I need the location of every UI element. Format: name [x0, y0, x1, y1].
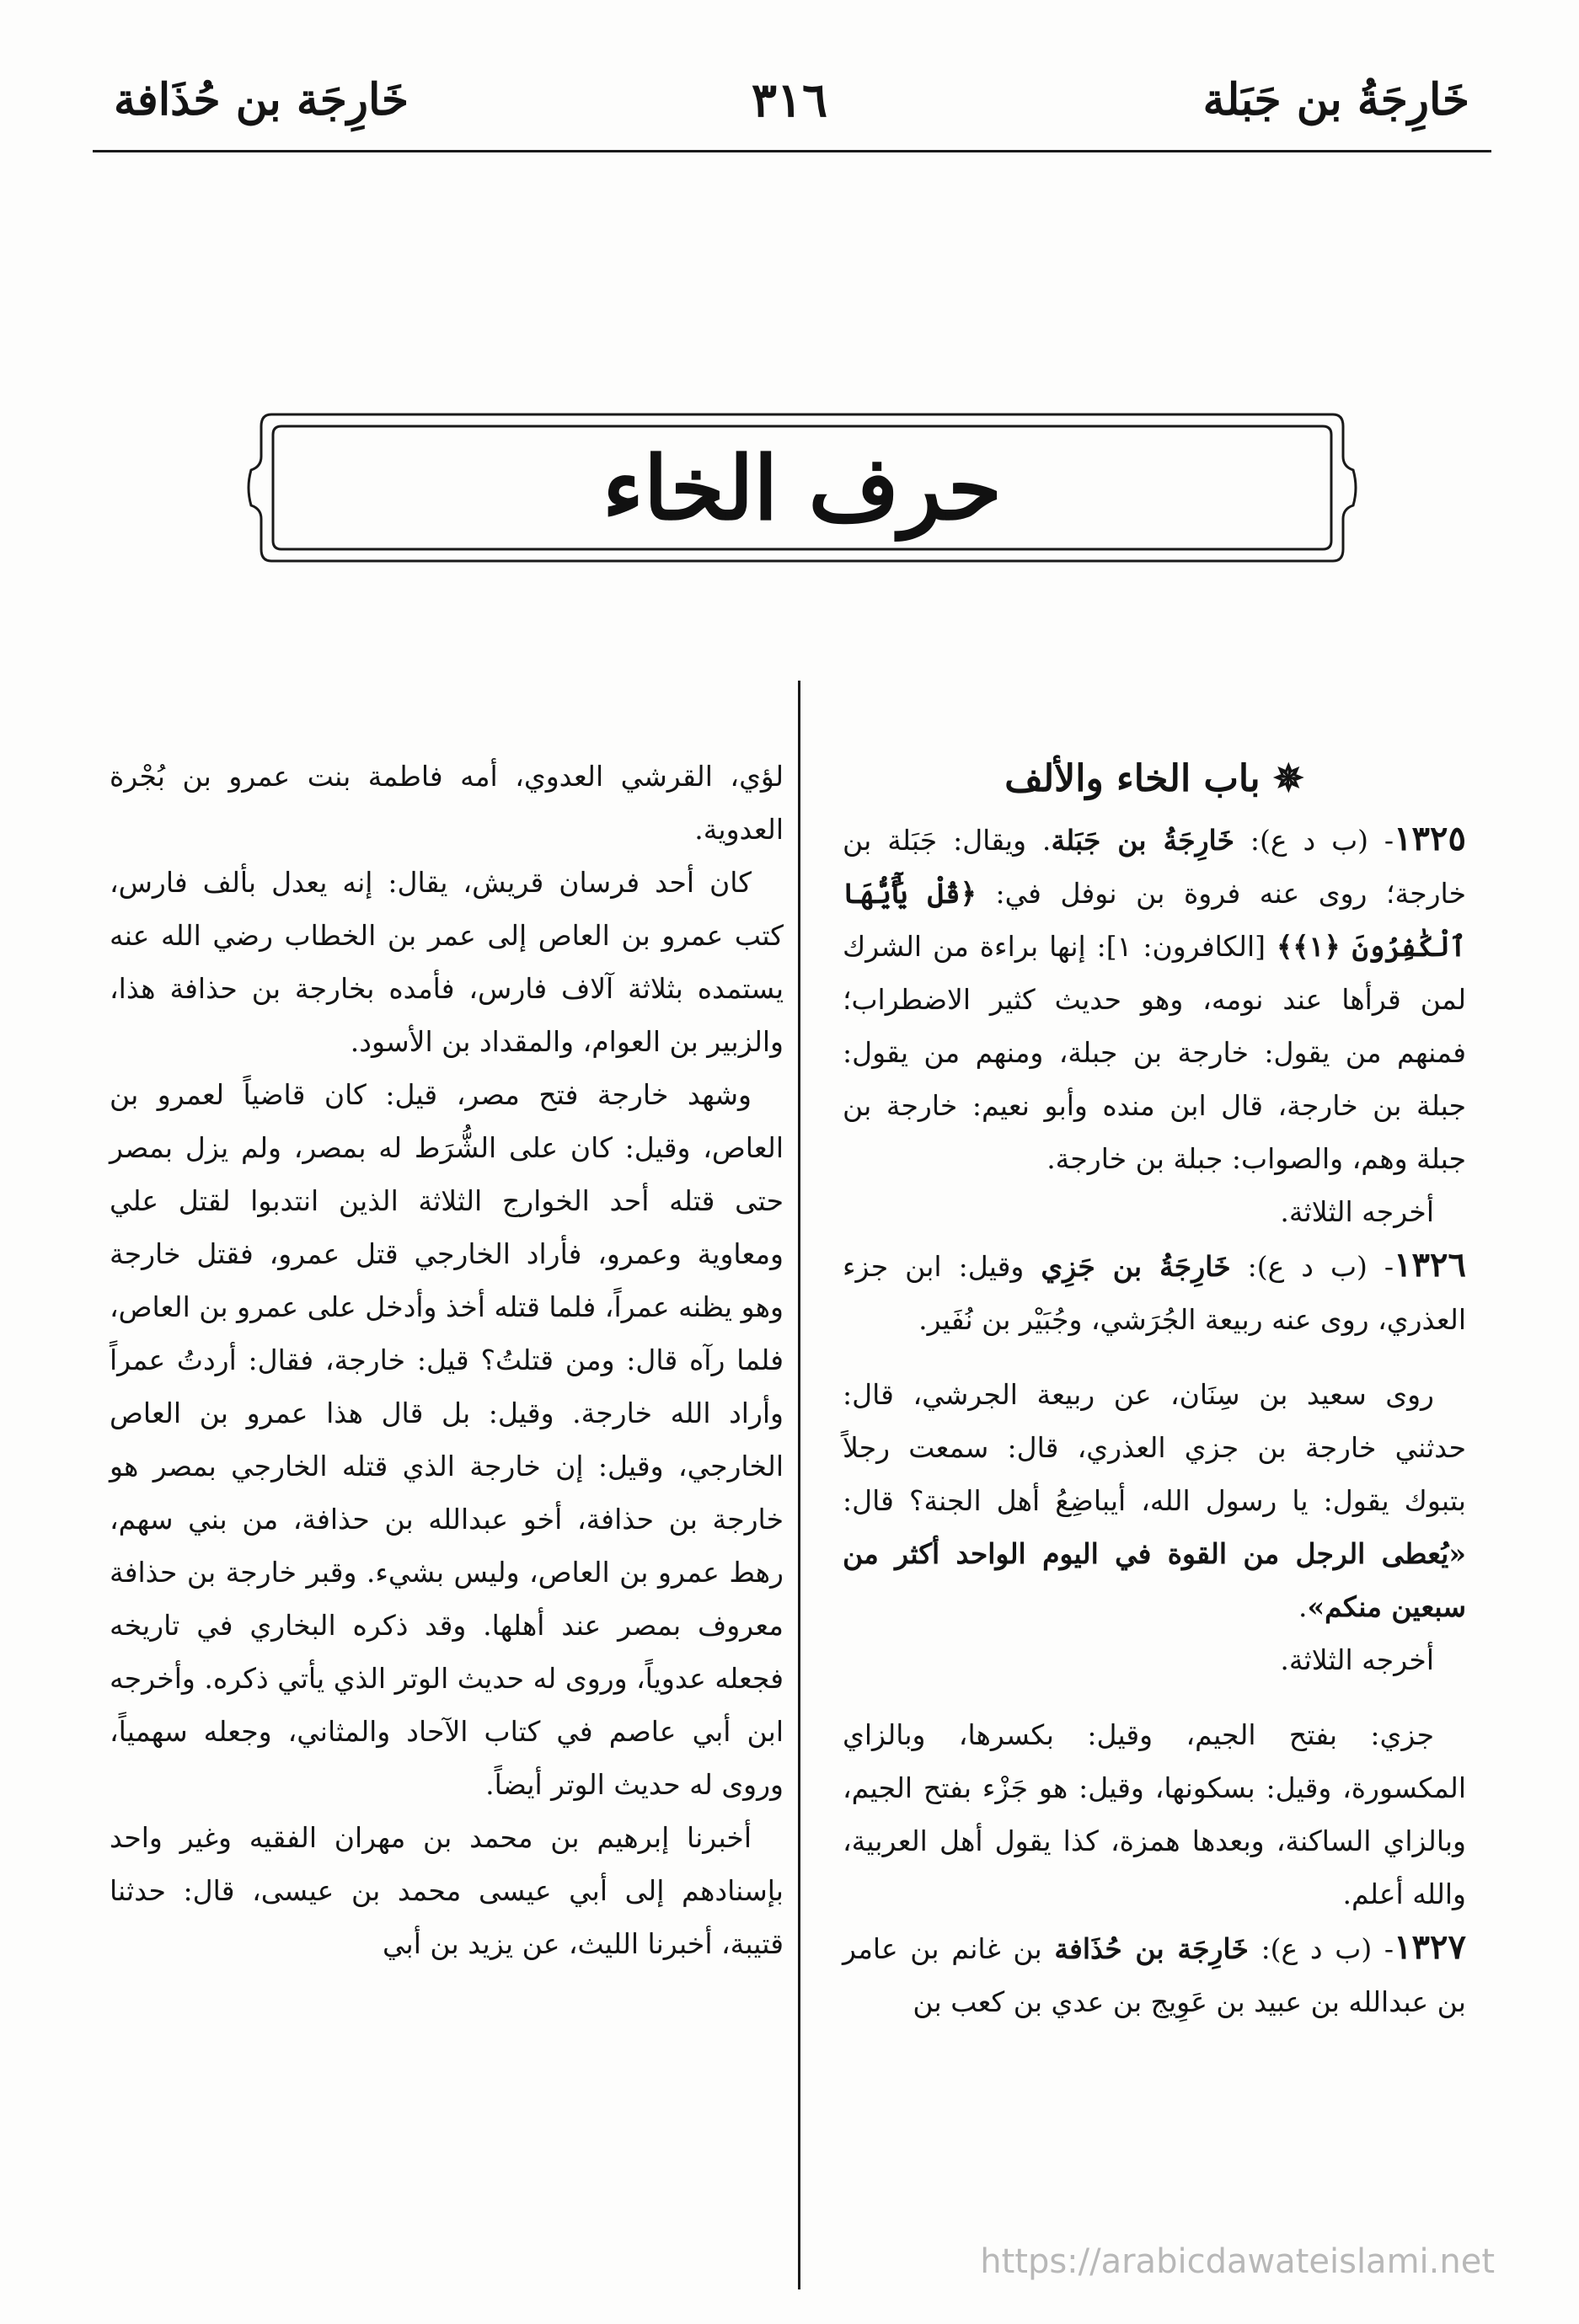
running-header-left: خَارِجَة بن حُذَافة	[114, 74, 409, 126]
quran-reference: [الكافرون: ١]	[1105, 930, 1277, 963]
watermark-url: https://arabicdawateislami.net	[980, 2242, 1495, 2281]
entry-1326	[843, 1238, 1466, 1346]
chapter-title-frame	[238, 398, 1367, 578]
left-para-4: أخبرنا إبرهيم بن محمد بن مهران الفقيه وغير واحد بإسنادهم إلى أبي عيسى محمد بن عيسى، قال: حدثنا قتيبة، أخبرنا الليث، عن يزيد بن أبي	[110, 1821, 784, 1960]
entry-number: ١٣٢٦	[1394, 1245, 1466, 1285]
entry-name: خَارِجَةُ بن جَزِي	[1041, 1250, 1231, 1283]
spacer	[843, 1346, 1466, 1368]
page-number: ٣١٦	[751, 72, 828, 128]
left-para-2: كان أحد فرسان قريش، يقال: إنه يعدل بألف فارس، كتب عمرو بن العاص إلى عمر بن الخطاب رضي الله عنه يستمده بثلاثة آلاف فارس، فأمده بخارجة بن حذافة هذا، والزبير بن العوام، والمقداد بن الأسود.	[110, 866, 784, 1058]
entry-name: خَارِجَةُ بن جَبَلة	[1051, 824, 1234, 857]
entry-lead: - (ب د ع):	[1234, 824, 1394, 857]
bab-title: باب الخاء والألف	[1004, 757, 1261, 800]
entry-tail: وقيل: ابن جزء العذري، روى عنه ربيعة الجُرَشي، وجُبَيْر بن نُفَير.	[843, 1250, 1466, 1336]
chapter-title: حرف الخاء	[602, 435, 1002, 540]
star-icon: ✵	[1260, 757, 1304, 800]
entry-body: : إنها براءة من الشرك لمن قرأها عند نومه، وهو حديث كثير الاضطراب؛ فمنهم من يقول: خارجة بن جبلة، ومنهم من يقول: جبلة بن خارجة، قال ابن منده وأبو نعيم: خارجة بن جبلة وهم، والصواب: جبلة بن خارجة.	[843, 930, 1466, 1175]
period: .	[1298, 1590, 1308, 1623]
left-column	[110, 750, 784, 1970]
bab-heading	[843, 750, 1466, 809]
entry-1326-note: جزي: بفتح الجيم، وقيل: بكسرها، وبالزاي المكسورة، وقيل: بسكونها، وقيل: هو جَزْء بفتح الجيم، وبالزاي الساكنة، وبعدها همزة، كذا يقول أهل العربية، والله أعلم.	[843, 1718, 1466, 1910]
right-column	[843, 750, 1466, 2028]
left-para-1: لؤي، القرشي العدوي، أمه فاطمة بنت عمرو بن بُجْرة العدوية.	[110, 760, 784, 846]
isnad-text: روى سعيد بن سِنَان، عن ربيعة الجرشي، قال: حدثني خارجة بن جزي العذري، قال: سمعت رجلاً بتبوك يقول: يا رسول الله، أيباضِعُ أهل الجنة؟ قال:	[843, 1378, 1466, 1517]
left-para-3: وشهد خارجة فتح مصر، قيل: كان قاضياً لعمرو بن العاص، وقيل: كان على الشُّرَط له بمصر، ولم يزل بمصر حتى قتله أحد الخوارج الثلاثة الذين انتدبوا لقتل علي ومعاوية وعمرو، فأراد الخارجي قتل عمرو، فقتل خارجة وهو يظنه عمراً، فلما قتله أخذ وأدخل على عمرو بن العاص، فلما رآه قال: ومن قتلتُ؟ قيل: خارجة، فقال: أردتُ عمراً وأراد الله خارجة. وقيل: بل قال هذا عمرو بن العاص الخارجي، وقيل: إن خارجة الذي قتله الخارجي بمصر هو خارجة بن حذافة، أخو عبدالله بن حذافة، من بني سهم، رهط عمرو بن العاص، وليس بشيء. وقبر خارجة بن حذافة معروف بمصر عند أهلها. وقد ذكره البخاري في تاريخه فجعله عدوياً، وروى له حديث الوتر الذي يأتي ذكره. وأخرجه ابن أبي عاصم في كتاب الآحاد والمثاني، وجعله سهمياً، وروى له حديث الوتر أيضاً.	[110, 1078, 784, 1801]
entry-1327	[843, 1921, 1466, 2028]
entry-number: ١٣٢٧	[1394, 1927, 1466, 1967]
spacer	[843, 1686, 1466, 1708]
entry-name: خَارِجَة بن حُذَافة	[1054, 1932, 1249, 1965]
quran-verse: ﴿قُلْ يَٰٓأَيُّهَا ٱلْكَٰفِرُونَ ﴿١﴾﴾	[843, 877, 1466, 963]
entry-number: ١٣٢٥	[1394, 819, 1466, 858]
takhrij-1325: أخرجه الثلاثة.	[1280, 1195, 1434, 1228]
entry-tail: . ويقال: جَبَلة بن خارجة؛ روى عنه فروة بن نوفل في:	[843, 824, 1467, 910]
entry-tail: بن غانم بن عامر بن عبدالله بن عبيد بن عَوِيج بن عدي بن كعب بن	[843, 1932, 1466, 2018]
entry-1325	[843, 812, 1466, 1185]
hadith-text: «يُعطى الرجل من القوة في اليوم الواحد أكثر من سبعين منكم»	[843, 1537, 1466, 1623]
column-divider	[798, 681, 800, 2289]
takhrij-1326: أخرجه الثلاثة.	[1280, 1643, 1434, 1676]
entry-lead: - (ب د ع):	[1248, 1932, 1394, 1965]
running-header-right: خَارِجَةُ بن جَبَلة	[1202, 74, 1469, 126]
entry-lead: - (ب د ع):	[1230, 1250, 1394, 1283]
header-rule	[93, 150, 1491, 152]
entry-1326-hadith-para	[843, 1368, 1466, 1633]
